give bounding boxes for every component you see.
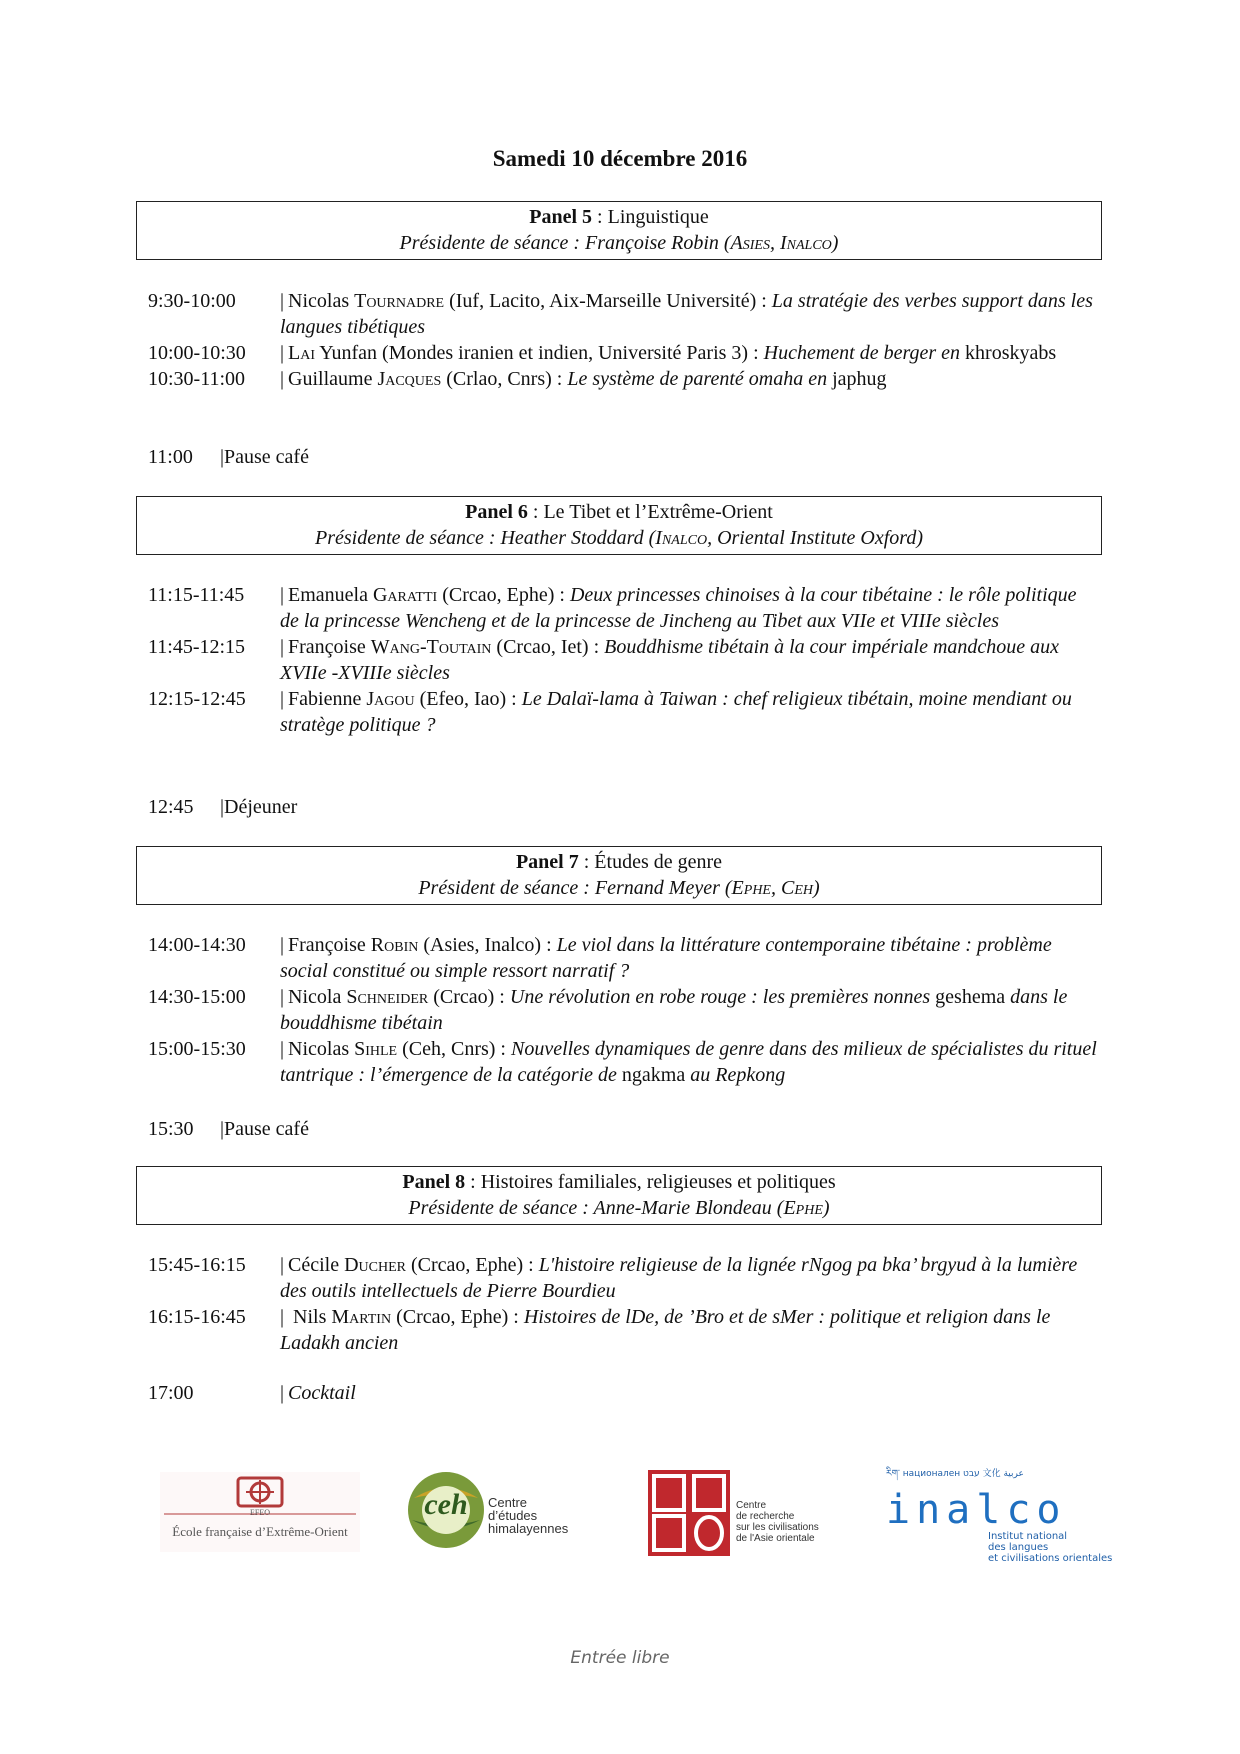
talk-title: Le système de parenté omaha en [567,368,833,390]
talk-title: Le Dalaï-lama à Taiwan : chef religieux tibétain, moine mendiant ou stratège politique ? [280,688,1072,736]
talk-time: 15:00-15:30 [148,1038,246,1060]
panel-topic: : Études de genre [578,851,723,873]
talk-time: 16:15-16:45 [148,1306,246,1328]
talk-entry: 11:15-11:45 | Emanuela Garatti (Crcao, Ephe) : Deux princesses chinoises à la cour tibétaine : le rôle politique de la princesse Wencheng et de la princesse de Jincheng au Tibet aux VIIe et VIIIe siècles [148,584,1077,632]
ceh-logo: ceh Centre d’études himalayennes [404,1468,579,1558]
talk-time: 9:30-10:00 [148,290,236,312]
talk-entry: 10:00-10:30 | Lai Yunfan (Mondes iranien et indien, Université Paris 3) : Huchement de berger en khroskyabs [148,342,1057,364]
talk-title: Nouvelles dynamiques de genre dans des milieux de spécialistes du rituel tantrique : l’émergence de la catégorie de [280,1038,1097,1086]
panel-header-8 [136,1166,1102,1225]
talk-title: Bouddhisme tibétain à la cour impériale mandchoue aux XVIIe -XVIIIe siècles [280,636,1060,684]
panel-header-5 [136,201,1102,260]
crcao-name: Centre de recherche sur les civilisations de l'Asie orientale [736,1500,819,1544]
talk-title: Une révolution en robe rouge : les premières nonnes [509,986,936,1008]
panel-topic: : Linguistique [592,206,709,228]
efeo-logo: EFEO École française d’Extrême-Orient [160,1472,360,1552]
break-item: 12:45 |Déjeuner [148,796,298,818]
ceh-name: Centre d’études himalayennes [488,1495,569,1536]
talk-entry: 14:00-14:30 | Françoise Robin (Asies, Inalco) : Le viol dans la littérature contemporaine tibétaine : problème social constitué ou simple ressort narratif ? [148,934,1052,982]
talk-title: Histoires de lDe, de ’Bro et de sMer : politique et religion dans le Ladakh ancien [280,1306,1051,1354]
panel-7-entries [148,932,1098,1088]
talk-entry: 16:15-16:45 | Nils Martin (Crcao, Ephe) : Histoires de lDe, de ’Bro et de sMer : politique et religion dans le Ladakh ancien [148,1306,1051,1354]
talk-time: 14:30-15:00 [148,986,246,1008]
talk-title: L'histoire religieuse de la lignée rNgog pa bka’ brgyud à la lumière des outils intellectuels de Pierre Bourdieu [280,1254,1078,1302]
talk-time: 10:30-11:00 [148,368,246,390]
talk-title: La stratégie des verbes support dans les langues tibétiques [280,290,1093,338]
crcao-emblem-icon [648,1470,730,1556]
inalco-name: Institut national des langues et civilisations orientales [988,1531,1113,1564]
talk-title: Deux princesses chinoises à la cour tibétaine : le rôle politique de la princesse Wencheng et de la princesse de Jincheng au Tibet aux VIIe et VIIIe siècles [280,584,1077,632]
talk-title: Huchement de berger en [763,342,966,364]
talk-time: 10:00-10:30 [148,342,246,364]
panel-header-7 [136,846,1102,905]
panel-6-entries [148,582,1098,738]
panel-chair: Présidente de séance : Anne-Marie Blondeau (Ephe) [408,1197,830,1219]
panel-label: Panel 6 [465,501,528,523]
talk-time: 11:45-12:15 [148,636,246,658]
talk-time: 12:15-12:45 [148,688,246,710]
talk-entry: 11:45-12:15 | Françoise Wang-Toutain (Crcao, Iet) : Bouddhisme tibétain à la cour impériale mandchoue aux XVIIe -XVIIIe siècles [148,636,1060,684]
talk-entry: 9:30-10:00 | Nicolas Tournadre (Iuf, Lacito, Aix-Marseille Université) : La stratégie des verbes support dans les langues tibétiques [148,290,1093,338]
panel-topic: : Histoires familiales, religieuses et politiques [465,1171,836,1193]
talk-entry: 15:45-16:15 | Cécile Ducher (Crcao, Ephe) : L'histoire religieuse de la lignée rNgog pa bka’ brgyud à la lumière des outils intellectuels de Pierre Bourdieu [148,1254,1078,1302]
break-item: 11:00 |Pause café [148,446,309,468]
panel-topic: : Le Tibet et l’Extrême-Orient [527,501,773,523]
partner-logos [0,1460,1240,1564]
panel-label: Panel 5 [529,206,593,228]
talk-title: Le viol dans la littérature contemporaine tibétaine : problème social constitué ou simple ressort narratif ? [280,934,1052,982]
panel-label: Panel 8 [402,1171,466,1193]
footer-note: Entrée libre [570,1648,670,1668]
talk-entry: 14:30-15:00 | Nicola Schneider (Crcao) : Une révolution en robe rouge : les premières nonnes geshema dans le bouddhisme tibétain [148,986,1068,1034]
break-item: 15:30 |Pause café [148,1118,309,1140]
inalco-logo: རིག་ национален עבט 文化 عربية inalco Institut national des langues et civilisations orientales [886,1464,1136,1560]
day-title: Samedi 10 décembre 2016 [492,146,748,171]
panel-chair: Présidente de séance : Heather Stoddard (Inalco, Oriental Institute Oxford) [315,527,923,549]
closing-item: 17:00 | Cocktail [148,1382,356,1404]
panel-8-entries [148,1252,1098,1356]
panel-chair: Président de séance : Fernand Meyer (Ephe, Ceh) [418,877,820,899]
talk-entry: 12:15-12:45 | Fabienne Jagou (Efeo, Iao) : Le Dalaï-lama à Taiwan : chef religieux tibétain, moine mendiant ou stratège politique ? [148,688,1072,736]
panel-5-entries [148,288,1098,392]
talk-time: 15:45-16:15 [148,1254,246,1276]
panel-chair: Présidente de séance : Françoise Robin (Asies, Inalco) [399,232,839,254]
panel-label: Panel 7 [515,851,579,873]
talk-entry: 10:30-11:00 | Guillaume Jacques (Crlao, Cnrs) : Le système de parenté omaha en japhug [148,368,887,390]
talk-time: 11:15-11:45 [148,584,245,606]
crcao-logo [648,1470,823,1556]
inalco-wordmark: inalco [886,1487,1067,1533]
talk-entry: 15:00-15:30 | Nicolas Sihle (Ceh, Cnrs) : Nouvelles dynamiques de genre dans des milieux de spécialistes du rituel tantrique : l’émergence de la catégorie de ngakma au Repkong [148,1038,1097,1086]
panel-header-6 [136,496,1102,555]
talk-time: 14:00-14:30 [148,934,246,956]
